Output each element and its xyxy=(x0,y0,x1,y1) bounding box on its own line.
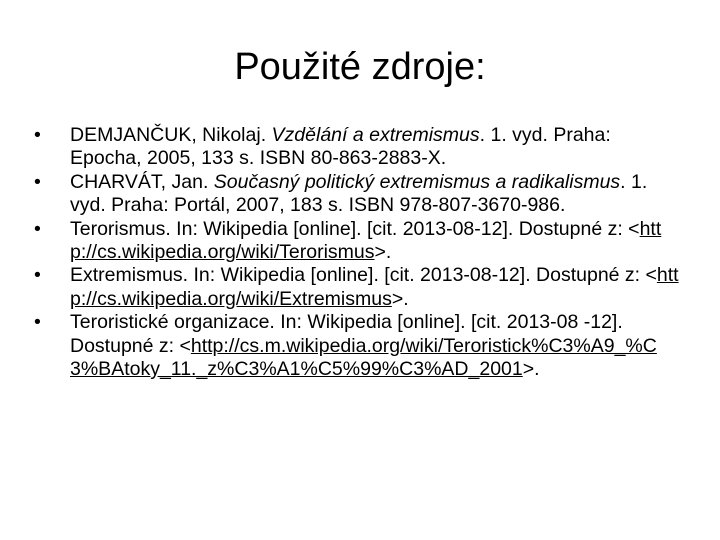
reference-text: CHARVÁT, Jan. xyxy=(70,170,214,193)
reference-text: . 1. vyd. Praha: Epocha, 2005, 133 s. ISBN 80-863-2883-X. xyxy=(70,124,611,170)
reference-text: Terorismus. In: Wikipedia [online]. [cit. 2013-08-12]. Dostupné z: < xyxy=(70,217,640,240)
reference-text: Teroristické organizace. In: Wikipedia [online]. [cit. 2013-08 -12]. Dostupné z: < xyxy=(70,311,623,357)
bullet-icon: • xyxy=(34,124,41,146)
reference-text: >. xyxy=(522,358,540,381)
reference-item xyxy=(34,264,684,311)
bullet-icon: • xyxy=(34,264,41,287)
reference-item xyxy=(34,218,684,265)
reference-link[interactable]: http://cs.m.wikipedia.org/wiki/Teroristick%C3%A9_%C3%BAtoky_11._z%C3%A1%C5%99%C3%AD_2001 xyxy=(70,334,657,381)
reference-text: DEMJANČUK, Nikolaj. xyxy=(70,124,272,146)
bullet-icon: • xyxy=(34,170,41,193)
reference-item xyxy=(34,124,684,171)
reference-text: . 1. vyd. Praha: Portál, 2007, 183 s. ISBN 978-807-3670-986. xyxy=(70,170,648,217)
bullet-icon: • xyxy=(34,311,41,334)
reference-title: Vzdělání a extremismus xyxy=(271,124,480,146)
reference-text: Extremismus. In: Wikipedia [online]. [cit. 2013-08-12]. Dostupné z: < xyxy=(70,264,657,287)
reference-link[interactable]: http://cs.wikipedia.org/wiki/Terorismus xyxy=(70,217,662,264)
slide-title: Použité zdroje: xyxy=(234,46,486,88)
reference-title: Současný politický extremismus a radikalismus xyxy=(213,170,621,193)
reference-link[interactable]: http://cs.wikipedia.org/wiki/Extremismus xyxy=(70,264,679,310)
reference-list xyxy=(34,124,684,381)
bullet-icon: • xyxy=(34,217,41,240)
reference-text: >. xyxy=(391,287,409,310)
reference-text: >. xyxy=(374,241,392,264)
reference-item xyxy=(34,311,684,381)
reference-item xyxy=(34,171,684,218)
